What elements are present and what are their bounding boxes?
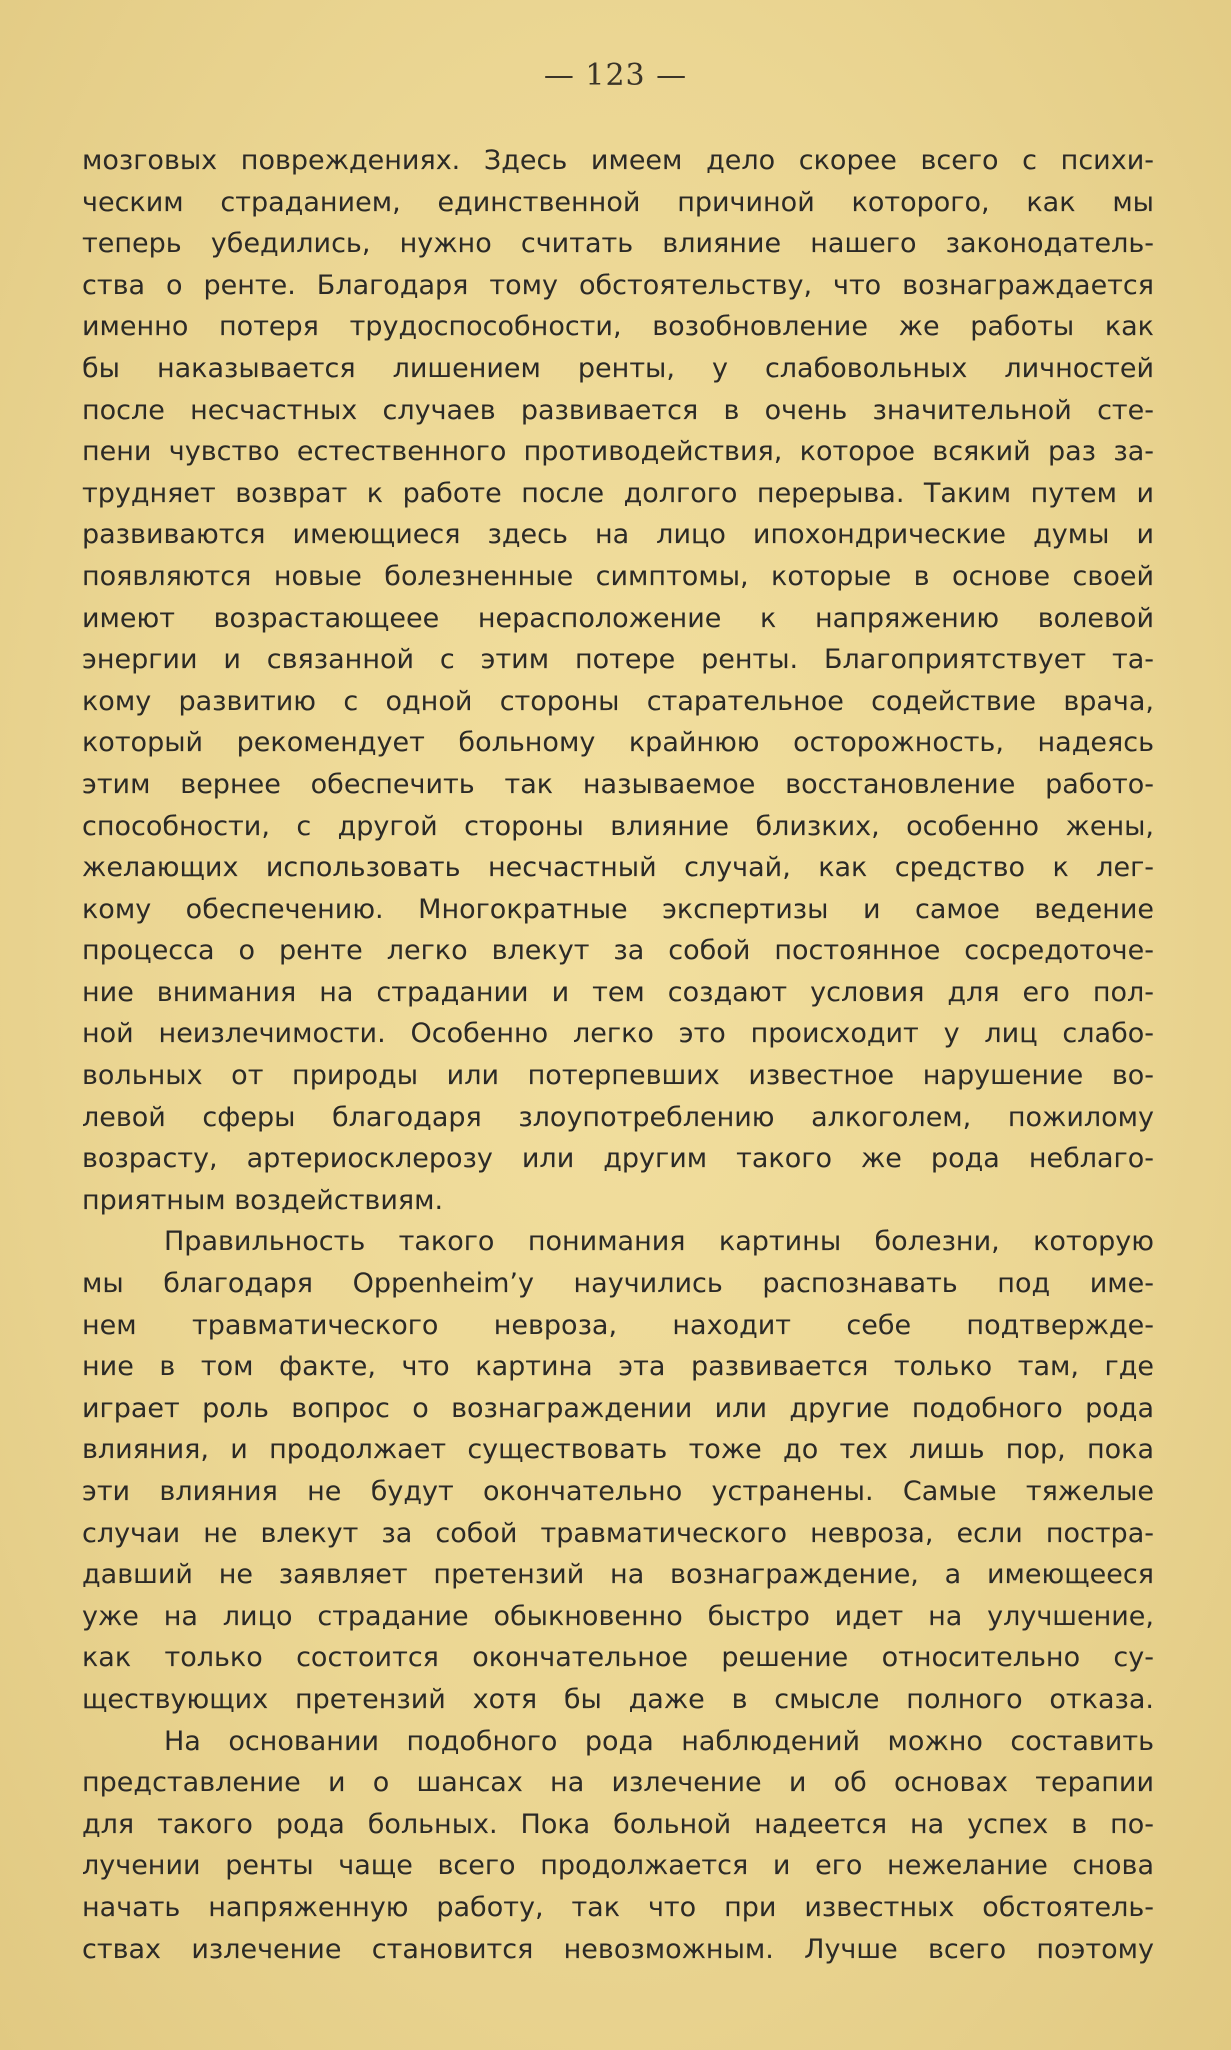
text-line: после несчастных случаев развивается в очень значительной сте-	[82, 394, 1154, 426]
text-line: ной неизлечимости. Особенно легко это происходит у лиц слабо-	[82, 1018, 1154, 1050]
text-line: трудняет возврат к работе после долгого перерыва. Таким путем и	[82, 477, 1154, 509]
text-line: влияния, и продолжает существовать тоже до тех лишь пор, пока	[82, 1434, 1154, 1466]
text-line: имеют возрастающеее нерасположение к напряжению волевой	[82, 602, 1154, 634]
text-line: бы наказывается лишением ренты, у слабовольных личностей	[82, 352, 1154, 384]
text-line: начать напряженную работу, так что при известных обстоятель-	[82, 1891, 1154, 1923]
text-line: ства о ренте. Благодаря тому обстоятельству, что вознаграждается	[82, 269, 1154, 301]
paragraph-start-line: На основании подобного рода наблюдений можно составить	[164, 1725, 1154, 1757]
text-line: играет роль вопрос о вознаграждении или другие подобного рода	[82, 1392, 1154, 1424]
text-line: ние в том факте, что картина эта развивается только там, где	[82, 1351, 1154, 1383]
text-line: процесса о ренте легко влекут за собой постоянное сосредоточе-	[82, 935, 1154, 967]
text-line: ществующих претензий хотя бы даже в смысле полного отказа.	[82, 1683, 1154, 1715]
text-line: для такого рода больных. Пока больной надеется на успех в по-	[82, 1808, 1154, 1840]
text-line: теперь убедились, нужно считать влияние нашего законодатель-	[82, 228, 1154, 260]
paragraph-end-line: приятным воздействиям.	[82, 1184, 444, 1216]
text-line: именно потеря трудоспособности, возобновление же работы как	[82, 311, 1154, 343]
text-line: способности, с другой стороны влияние близких, особенно жены,	[82, 810, 1154, 842]
text-line: левой сферы благодаря злоупотреблению алкоголем, пожилому	[82, 1101, 1154, 1133]
text-line: ние внимания на страдании и тем создают условия для его пол-	[82, 976, 1154, 1008]
text-line: лучении ренты чаще всего продолжается и его нежелание снова	[82, 1850, 1154, 1882]
page-text	[82, 140, 1154, 1970]
text-line: как только состоится окончательное решение относительно су-	[82, 1642, 1154, 1674]
text-line: мы благодаря Oppenheim’у научились распознавать под име-	[82, 1268, 1154, 1300]
text-line: возрасту, артериосклерозу или другим такого же рода неблаго-	[82, 1143, 1154, 1175]
text-line: эти влияния не будут окончательно устранены. Самые тяжелые	[82, 1476, 1154, 1507]
text-line: мозговых повреждениях. Здесь имеем дело скорее всего с психи-	[82, 145, 1154, 176]
text-line: нем травматического невроза, находит себе подтвержде-	[82, 1309, 1154, 1341]
text-line: ствах излечение становится невозможным. Лучше всего поэтому	[82, 1933, 1154, 1965]
text-line: случаи не влекут за собой травматического невроза, если постра-	[82, 1517, 1154, 1549]
page-number: — 123 —	[543, 58, 688, 93]
text-line: появляются новые болезненные симптомы, которые в основе своей	[82, 560, 1154, 592]
text-line: представление и о шансах на излечение и об основах терапии	[82, 1767, 1154, 1799]
text-line: кому обеспечению. Многократные экспертизы и самое ведение	[82, 893, 1154, 925]
text-line: желающих использовать несчастный случай, как средство к лег-	[82, 852, 1154, 884]
text-line: вольных от природы или потерпевших известное нарушение во-	[82, 1060, 1154, 1092]
text-line: пени чувство естественного противодействия, которое всякий раз за-	[82, 436, 1154, 468]
paragraph-start-line: Правильность такого понимания картины болезни, которую	[164, 1226, 1154, 1258]
text-line: этим вернее обеспечить так называемое восстановление работо-	[82, 768, 1154, 800]
text-line: давший не заявляет претензий на вознаграждение, а имеющееся	[82, 1559, 1154, 1591]
text-line: развиваются имеющиеся здесь на лицо ипохондрические думы и	[82, 519, 1154, 551]
text-line: уже на лицо страдание обыкновенно быстро идет на улучшение,	[82, 1600, 1154, 1632]
text-line: энергии и связанной с этим потере ренты. Благоприятствует та-	[82, 644, 1154, 676]
text-line: ческим страданием, единственной причиной которого, как мы	[82, 186, 1154, 218]
text-line: который рекомендует больному крайнюю осторожность, надеясь	[82, 727, 1154, 759]
text-line: кому развитию с одной стороны старательное содействие врача,	[82, 685, 1154, 717]
